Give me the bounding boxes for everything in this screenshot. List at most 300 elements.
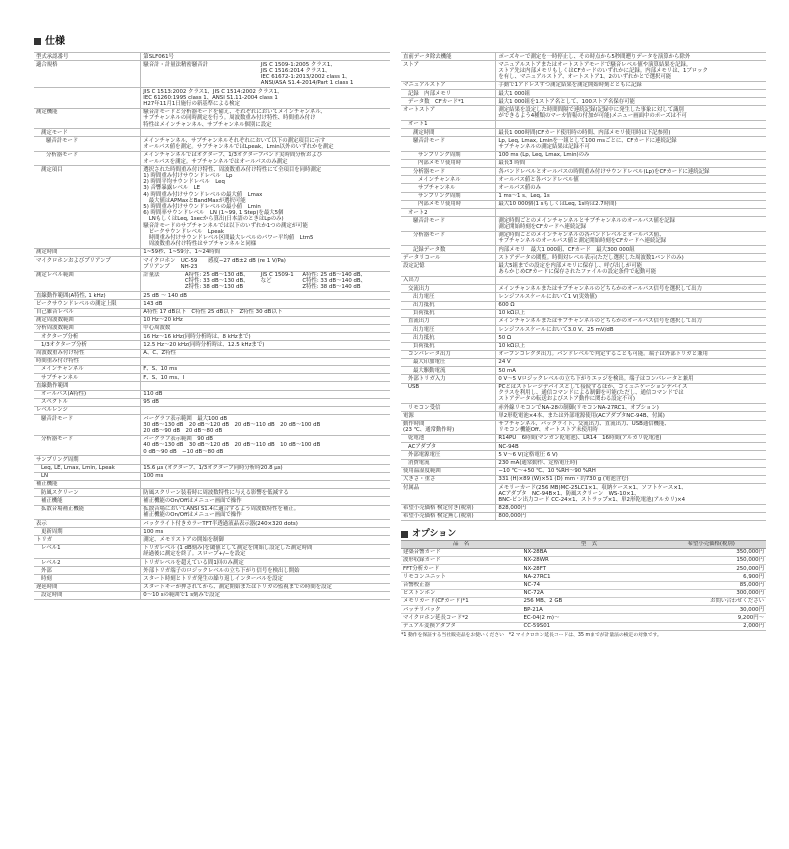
spec-row (401, 81, 766, 89)
option-model: NC-74 (521, 581, 656, 589)
spec-label: 騒音計モード (401, 137, 496, 151)
spec-value (141, 61, 390, 88)
spec-value: 単2形乾電池×4本、または外部電源使用(ACアダプタNC-94B、付属) (496, 412, 766, 420)
page-title (34, 36, 65, 48)
spec-row (401, 326, 766, 334)
spec-value: バックライト付きカラーTFT半透過液晶表示器(240×320 dots) (141, 520, 390, 528)
spec-label: 記録 内部メモリ (401, 90, 496, 98)
options-row (401, 573, 766, 581)
right-spec-column (401, 52, 766, 638)
spec-label: 内部メモリ使用時 (401, 200, 496, 208)
spec-value: 0 V〜5 Vロジックレベルの立ち下がりエッジを検出。端子はコンパレータと兼用 (496, 375, 766, 383)
spec-label: オクターブ分析 (34, 333, 141, 341)
spec-row (401, 151, 766, 159)
spec-value: 内部メモリ 最大1 000組、CFカード 最大300 000組 (496, 246, 766, 254)
spec-value: 最大5組までの設定を内部メモリに保存し、呼び出しが可能 あらかじめCFカードに保存されたファイルの設定条件で起動可能 (496, 262, 766, 276)
standards-type: 騒音計・計量法精密騒音計 (143, 61, 208, 68)
options-table (401, 540, 766, 631)
option-name: リモコンユニット (401, 573, 521, 581)
option-price: 300,000円 (656, 589, 766, 597)
spec-row (34, 559, 390, 567)
spec-row (401, 350, 766, 358)
spec-row (401, 443, 766, 451)
spec-label: 補正機能 (34, 497, 141, 505)
spec-value: 最大1 000組を1ストア名として、100ストア名保存可能 (496, 98, 766, 106)
spec-label: 外部トリガ入力 (401, 375, 496, 383)
spec-row (34, 497, 390, 505)
options-row (401, 556, 766, 564)
spec-value: 5 V〜6 V(定格電圧 6 V) (496, 451, 766, 459)
spec-value: JIS C 1513:2002 クラス1、JIS C 1514:2002 クラス1、 IEC 61260:1995 class 1、ANSI S1.11-2004 class 1 H27年11月1日施行の新基準による検定 (141, 88, 390, 109)
spec-row (401, 317, 766, 325)
spec-value: メインチャンネルまたはサブチャンネルのどちらかのオールパス信号を選択して出力 (496, 317, 766, 325)
spec-value: 95 dB (141, 398, 390, 406)
spec-value: バーグラフ表示範囲 最大100 dB 30 dB〜130 dB 20 dB〜120 dB 20 dB〜110 dB 20 dB〜100 dB 20 dB〜90 dB 20 dB〜80 dB (141, 415, 390, 436)
spec-label: 測定機能 (34, 108, 141, 129)
spec-value: 0〜10 sの範囲で1 s刻みで設定 (141, 591, 390, 599)
spec-value: 50 mA (496, 367, 766, 375)
spec-row (401, 137, 766, 151)
option-price: 85,000円 (656, 581, 766, 589)
spec-label: オートストア (401, 106, 496, 120)
option-name: 音響校正器 (401, 581, 521, 589)
spec-row (34, 365, 390, 373)
spec-label: 時間重み付け特性 (34, 357, 141, 365)
spec-row (401, 358, 766, 366)
spec-value: F、S、10 ms、I (141, 374, 390, 382)
spec-row (34, 567, 390, 575)
spec-label: 最大印加電圧 (401, 358, 496, 366)
spec-label: 外部電源電圧 (401, 451, 496, 459)
spec-row (34, 61, 390, 88)
spec-row (401, 367, 766, 375)
spec-label: 測定時間 (34, 248, 141, 256)
spec-value (141, 480, 390, 488)
spec-label: 表示 (34, 520, 141, 528)
options-header-cell: 品 名 (401, 540, 521, 548)
spec-row (34, 415, 390, 436)
spec-value: Lp, Leq, Lmax, Lminを一組として100 msごとに、CFカードに連続記録 サブチャンネルの測定結果は記録不可 (496, 137, 766, 151)
options-heading: オプション (401, 529, 766, 539)
spec-label: 測定時間 (401, 129, 496, 137)
spec-value (496, 120, 766, 128)
spec-label: サンプリング周期 (401, 151, 496, 159)
spec-value: オープンコレクタ出力。バンドレベルで判定することも可能。端子は外部トリガと兼用 (496, 350, 766, 358)
options-header-cell: 型 式 (521, 540, 656, 548)
spec-label: 分析器モード (401, 231, 496, 245)
spec-label: リモコン受信 (401, 404, 496, 412)
spec-row (401, 309, 766, 317)
spec-value: 測定時間ごとのメインチャンネルの各バンドレベルとオールパス値、 サブチャンネルのオールパス値と測定開始時刻をCFカードへ連続記録 (496, 231, 766, 245)
options-row (401, 548, 766, 556)
spec-label: 負荷抵抗 (401, 342, 496, 350)
spec-value: メインチャンネルまたはサブチャンネルのどちらかのオールパス信号を選択して出力 (496, 285, 766, 293)
spec-value: スタート時刻とトリガ発生の繰り返しインターバルを設定 (141, 575, 390, 583)
spec-label: レベル2 (34, 559, 141, 567)
options-row (401, 614, 766, 622)
spec-label: メインチャンネル (34, 365, 141, 373)
spec-label: オート2 (401, 209, 496, 217)
spec-value: 600 Ω (496, 301, 766, 309)
spec-row (401, 293, 766, 301)
spec-value: 50 Ω (496, 334, 766, 342)
spec-row (401, 254, 766, 262)
spec-label: 騒音計モード (34, 415, 141, 436)
spec-label: レベルレンジ (34, 406, 141, 414)
spec-row (401, 512, 766, 520)
spec-label (34, 88, 141, 109)
level-range-grid (143, 272, 388, 291)
spec-row (401, 120, 766, 128)
spec-row (401, 420, 766, 434)
spec-label: スペクトル (34, 398, 141, 406)
spec-row (34, 374, 390, 382)
spec-value: F、S、10 ms (141, 365, 390, 373)
level-range-law-values: A特性: 25 dB〜130 dB、 C特性: 33 dB〜130 dB、 Z特性: 38 dB〜130 dB (184, 272, 249, 291)
spec-row (34, 151, 390, 165)
spec-value: 選択された時間重み付け特性、周波数重み付け特性にて全項目を同時測定 1) 時間重み付けサウンドレベル Lp 2) 時間平均サウンドレベル Leq 3) 音響暴露レベル LE 4) 時間重み付けサウンドレベルの最大値 Lmax 最大値はAPMaxとBandMaxが選択可能 5) 時間重み付けサウンドレベルの最小値 Lmin 6) 時間率サウンドレベル LN (1~99, 1 Step)を最大5個 LNもしくはLeq, 1secから算出(日本語のときはLpのみ) 騒音計モードのサブチャンネルでは以下のいずれか1つの測定が可能 ピークサウンドレベル Lpeak 時間重み付けサウンドレベル区間最大レベルのパワー平均値 Ltm5 周波数重み付け特性はサブチャンネルと同様 (141, 166, 390, 249)
spec-label: 乾電池 (401, 434, 496, 442)
spec-label: Leq, LE, Lmax, Lmin, Lpeak (34, 464, 141, 472)
spec-value: 331 (H)×89 (W)×51 (D) mm・約730 g (電池含む) (496, 475, 766, 483)
spec-value: 10 kΩ以上 (496, 309, 766, 317)
option-model: 256 MB、2 GB (521, 597, 656, 605)
spec-value: サブチャンネル、バックライト、交流出力、直流出力、USB通信機能、 リモコン機能Off、オートストア未使用時 (496, 420, 766, 434)
spec-value: 12.5 Hz〜20 kHz(同時分析時は、12.5 kHzまで) (141, 341, 390, 349)
spec-row (34, 435, 390, 456)
spec-value: NC-94B (496, 443, 766, 451)
spec-row (34, 489, 390, 497)
spec-row (401, 301, 766, 309)
spec-value: 各バンドレベルとオールパスの時間重み付けサウンドレベル(Lp)をCFカードに連続記録 (496, 168, 766, 176)
option-model: CC-59S01 (521, 622, 656, 630)
spec-label: マニュアルストア (401, 81, 496, 89)
spec-value: 100 ms (Lp, Leq, Lmax, Lmin)のみ (496, 151, 766, 159)
spec-label: 1/3オクターブ分析 (34, 341, 141, 349)
level-range-law: 計量法 (143, 272, 160, 278)
spec-label: 動作時間 (23 ℃、通常動作時) (401, 420, 496, 434)
spec-row (401, 176, 766, 184)
spec-row (34, 137, 390, 151)
spec-label: コンパレータ出力 (401, 350, 496, 358)
spec-row (34, 248, 390, 256)
spec-value: 最長3 時間 (496, 159, 766, 167)
spec-value (141, 456, 390, 464)
options-row (401, 581, 766, 589)
option-name: メモリカード(CFカード)*1 (401, 597, 521, 605)
spec-row (34, 398, 390, 406)
spec-value: 拡散音場においてANSI S1.4に適合するよう周波数特性を補正。 補正機能のOn/Offはメニュー画面で操作 (141, 505, 390, 519)
spec-label: 適合規格 (34, 61, 141, 88)
spec-value (141, 271, 390, 292)
spec-label: 拡散音場補正機能 (34, 505, 141, 519)
spec-label: 分析器モード (34, 151, 141, 165)
spec-label: トリガ (34, 536, 141, 544)
spec-row (401, 285, 766, 293)
spec-row (401, 375, 766, 383)
spec-value: PCとはストレージデバイスとして接続するほか、コミュニケーションデバイス クラスを利用し、通信コマンドによる制御を可能(ただし、通信コマンドでは ストアデータの転送およびストア動作に関わる設定不可) (496, 383, 766, 404)
spec-row (34, 357, 390, 365)
spec-label: 電源 (401, 412, 496, 420)
spec-value (496, 209, 766, 217)
spec-label: 測定モード (34, 129, 141, 137)
spec-label: 補正機能 (34, 480, 141, 488)
option-price: 250,000円 (656, 565, 766, 573)
spec-value (141, 382, 390, 390)
option-model: NX-28WR (521, 556, 656, 564)
heading-square-icon (401, 531, 408, 538)
spec-value: 25 dB 〜 140 dB (141, 292, 390, 300)
spec-label: メインチャンネル (401, 176, 496, 184)
spec-value: 230 mA(通常動作、定格電圧時) (496, 459, 766, 467)
spec-row (34, 472, 390, 480)
spec-label: 設定時間 (34, 591, 141, 599)
spec-label: 出力電圧 (401, 293, 496, 301)
options-row (401, 597, 766, 605)
spec-value (141, 357, 390, 365)
spec-label: 外部 (34, 567, 141, 575)
options-row (401, 622, 766, 630)
spec-value: 騒音計モードと分析器モードを備え、それぞれにおいてメインチャンネル、 サブチャンネルの同時測定を行う。周波数重み付け特性、時間重み付け 特性はメインチャンネル、サブチャンネル個別に設定 (141, 108, 390, 129)
spec-row (34, 316, 390, 324)
spec-row (401, 504, 766, 512)
spec-label: LN (34, 472, 141, 480)
spec-row (34, 544, 390, 558)
option-model: NX-28FT (521, 565, 656, 573)
spec-row (401, 342, 766, 350)
spec-label: 消費電流 (401, 459, 496, 467)
spec-label: 測定項目 (34, 166, 141, 249)
spec-label: 測定レベル範囲 (34, 271, 141, 292)
spec-value: 最大1 000組 (496, 90, 766, 98)
spec-label: 出力電圧 (401, 326, 496, 334)
spec-label: 入出力 (401, 276, 496, 284)
spec-label: サンプリング周期 (401, 192, 496, 200)
spec-label: 負荷抵抗 (401, 309, 496, 317)
spec-value: オールパス値のみ (496, 184, 766, 192)
option-model: NC-72A (521, 589, 656, 597)
spec-label: サブチャンネル (401, 184, 496, 192)
spec-label: データ数 CFカード*1 (401, 98, 496, 106)
spec-label: レベル1 (34, 544, 141, 558)
standards-list: JIS C 1509-1:2005 クラス1、 JIS C 1516:2014 クラス1、 IEC 61672-1:2013/2002 class 1、 ANSI/ASA S1.4-2014/Part 1 class 1 (260, 61, 354, 87)
spec-value: 100 ms (141, 472, 390, 480)
spec-row (401, 129, 766, 137)
spec-label: 直流出力 (401, 317, 496, 325)
spec-row (34, 292, 390, 300)
spec-label: サブチャンネル (34, 374, 141, 382)
spec-value: 中心周波数 (141, 324, 390, 332)
option-name: 建築音響カード (401, 548, 521, 556)
spec-value: 測定結果を設定した時間間隔で連続記録(記録中に発生した事象に対して識別 ができるよう4種類のマーカ情報の付加が可能)メニュー画面中のポーズは不可 (496, 106, 766, 120)
spec-label: 遅延時間 (34, 583, 141, 591)
spec-label: ストア (401, 61, 496, 82)
spec-row (401, 192, 766, 200)
spec-row (34, 390, 390, 398)
spec-row (34, 300, 390, 308)
spec-row (401, 200, 766, 208)
spec-value: スタートキーが押されてから、測定開始またはトリガの監視までの時間を設定 (141, 583, 390, 591)
spec-label: 使用温湿度範囲 (401, 467, 496, 475)
spec-label: 直前データ除去機能 (401, 53, 496, 61)
spec-row (401, 184, 766, 192)
spec-row (34, 341, 390, 349)
spec-row (34, 520, 390, 528)
spec-value: R14PU 6時間(マンガン乾電池)、LR14 16時間(アルカリ乾電池) (496, 434, 766, 442)
spec-label: 設定記憶 (401, 262, 496, 276)
spec-label: 直線動作範囲 (34, 382, 141, 390)
spec-value: オールパス値と各バンドレベル値 (496, 176, 766, 184)
spec-value: メインチャンネルではオクターブ、1/3オクターブバンド実時間分析および オールパスを測定。サブチャンネルではオールパスのみ測定 (141, 151, 390, 165)
options-row (401, 589, 766, 597)
spec-value: 赤外線リモコンでNA-28の制御(リモコンNA-27RC1、オプション) (496, 404, 766, 412)
option-price: 6,900円 (656, 573, 766, 581)
spec-value (141, 406, 390, 414)
option-name: バッテリパック (401, 606, 521, 614)
spec-value: 1 ms〜1 s、Leq, 1s (496, 192, 766, 200)
right-spec-table (401, 52, 766, 521)
spec-row (34, 575, 390, 583)
spec-row (34, 129, 390, 137)
spec-label: オート1 (401, 120, 496, 128)
options-header-row (401, 540, 766, 548)
spec-value: トリガレベルを超えている間1回のみ測定 (141, 559, 390, 567)
option-price: 2,000円 (656, 622, 766, 630)
option-price: お問い合わせください (656, 597, 766, 605)
spec-value: ポーズキーで測定を一時停止し、その時点から5秒間遡りデータを演算から除外 (496, 53, 766, 61)
options-footnote: *1 動作を保証する当社販売品をお使いください *2 マイクロホン延長コードは、35 mまでが計量法の検定の対象です。 (401, 632, 662, 638)
spec-row (401, 334, 766, 342)
spec-value: 16 Hz〜16 kHz(同時分析時は、8 kHzまで) (141, 333, 390, 341)
spec-label: 型式承認番号 (34, 53, 141, 61)
spec-label: USB (401, 383, 496, 404)
spec-label: 直線動作範囲(A特性, 1 kHz) (34, 292, 141, 300)
spec-label: 防風スクリーン (34, 489, 141, 497)
spec-row (34, 333, 390, 341)
spec-label: オールパス(A特性) (34, 390, 141, 398)
spec-row (34, 591, 390, 599)
spec-row (401, 209, 766, 217)
spec-label: マイクロホンおよびプリアンプ (34, 257, 141, 271)
page-title-text: 仕様 (45, 36, 65, 47)
spec-row (401, 98, 766, 106)
spec-row (401, 383, 766, 404)
standards-grid (143, 62, 388, 87)
option-model: EC-04(2 m)〜 (521, 614, 656, 622)
option-price: 350,000円 (656, 548, 766, 556)
spec-value: 最大10 000個(1 sもしくはLeq, 1s時は2.7時間) (496, 200, 766, 208)
spec-value: 10 kΩ以上 (496, 342, 766, 350)
spec-row (401, 90, 766, 98)
spec-value: 15.6 μs (オクターブ、1/3オクターブ同時分析時20.8 μs) (141, 464, 390, 472)
spec-row (34, 88, 390, 109)
spec-label: ピークサウンドレベルの測定上限 (34, 300, 141, 308)
option-name: FFT分析カード (401, 565, 521, 573)
spec-row (34, 271, 390, 292)
spec-row (401, 475, 766, 483)
spec-row (34, 349, 390, 357)
spec-label: 時刻 (34, 575, 141, 583)
spec-label: サンプリング周期 (34, 456, 141, 464)
spec-row (401, 404, 766, 412)
spec-row (401, 217, 766, 231)
spec-row (34, 528, 390, 536)
spec-row (401, 61, 766, 82)
spec-label: 自己雑音レベル (34, 308, 141, 316)
spec-row (34, 583, 390, 591)
spec-label: データリコール (401, 254, 496, 262)
spec-label: ACアダプタ (401, 443, 496, 451)
spec-label: 最大駆動電流 (401, 367, 496, 375)
spec-value: 第SLF061号 (141, 53, 390, 61)
spec-value: メインチャンネル、サブチャンネルそれぞれにおいて以下の測定項目に示す オールパス値を測定。サブチャンネルではLpeak、Lmin以外のいずれかを測定 (141, 137, 390, 151)
spec-value: 防風スクリーン装着時に周波数特性に与える影響を低減する (141, 489, 390, 497)
spec-label: 騒音計モード (34, 137, 141, 151)
options-row (401, 606, 766, 614)
spec-value (141, 129, 390, 137)
spec-value: 測定時間ごとのメインチャンネルとサブチャンネルのオールパス値を記録 測定開始時刻をCFカードへ連続記録 (496, 217, 766, 231)
spec-label: 出力抵抗 (401, 334, 496, 342)
spec-value: 補正機能のOn/Offはメニュー画面で操作 (141, 497, 390, 505)
spec-row (34, 406, 390, 414)
spec-label: 希望小売価格 検定付き(税別) (401, 504, 496, 512)
spec-value: −10 ℃〜+50 ℃、10 %RH〜90 %RH (496, 467, 766, 475)
spec-label: 更新周期 (34, 528, 141, 536)
spec-value: 外部トリガ端子のロジックレベルの立ち下がり信号を検出し開始 (141, 567, 390, 575)
spec-value: 手動で1アドレスずつ測定結果を測定開始時刻とともに記録 (496, 81, 766, 89)
spec-value: 800,000円 (496, 512, 766, 520)
spec-row (401, 276, 766, 284)
spec-label: 分析器モード (401, 168, 496, 176)
level-range-jis: JIS C 1509-1 など (260, 272, 294, 285)
spec-row (34, 308, 390, 316)
spec-value: トリガレベル (1 dB刻み)を閾値として測定を開始し設定した測定時間 経過後に測定を終了。スロープ+/−を設定 (141, 544, 390, 558)
spec-row (34, 257, 390, 271)
spec-value: 24 V (496, 358, 766, 366)
spec-label: 大きさ・重さ (401, 475, 496, 483)
option-price: 9,200円〜 (656, 614, 766, 622)
spec-value: 1~59秒、1~59分、1~24時間 (141, 248, 390, 256)
spec-value: 143 dB (141, 300, 390, 308)
option-model: NX-28BA (521, 548, 656, 556)
left-spec-table (34, 52, 390, 600)
option-name: デュアル変換アダプタ (401, 622, 521, 630)
spec-value: レンジフルスケールにおいて1 V(実効値) (496, 293, 766, 301)
spec-row (401, 231, 766, 245)
spec-row (34, 382, 390, 390)
spec-row (34, 536, 390, 544)
option-name: ピストンホン (401, 589, 521, 597)
spec-row (401, 53, 766, 61)
option-name: マイクロホン延長コード*2 (401, 614, 521, 622)
spec-row (401, 459, 766, 467)
level-range-jis-values: A特性: 25 dB〜140 dB、 C特性: 33 dB〜140 dB、 Z特性: 38 dB〜140 dB (302, 272, 366, 291)
spec-label: 周波数重み付け特性 (34, 349, 141, 357)
option-name: 波形収録カード (401, 556, 521, 564)
heading-square-icon (34, 38, 41, 45)
spec-label: 分析周波数範囲 (34, 324, 141, 332)
spec-value: 測定、メモリストアの開始を制御 (141, 536, 390, 544)
spec-row (401, 467, 766, 475)
spec-row (401, 434, 766, 442)
spec-row (401, 412, 766, 420)
spec-value: マニュアルストアまたはオートストアモードで騒音レベル値や演算結果を記録。 ストア先は内部メモリもしくはCFカードのいずれかに記録。内部メモリは、1ブロック を有し、マニュアルストア、オートストア1、2のいずれかとで選択可能 (496, 61, 766, 82)
option-price: 30,000円 (656, 606, 766, 614)
spec-value: 10 Hz〜20 kHz (141, 316, 390, 324)
spec-label: 分析器モード (34, 435, 141, 456)
spec-row (401, 451, 766, 459)
spec-row (401, 159, 766, 167)
